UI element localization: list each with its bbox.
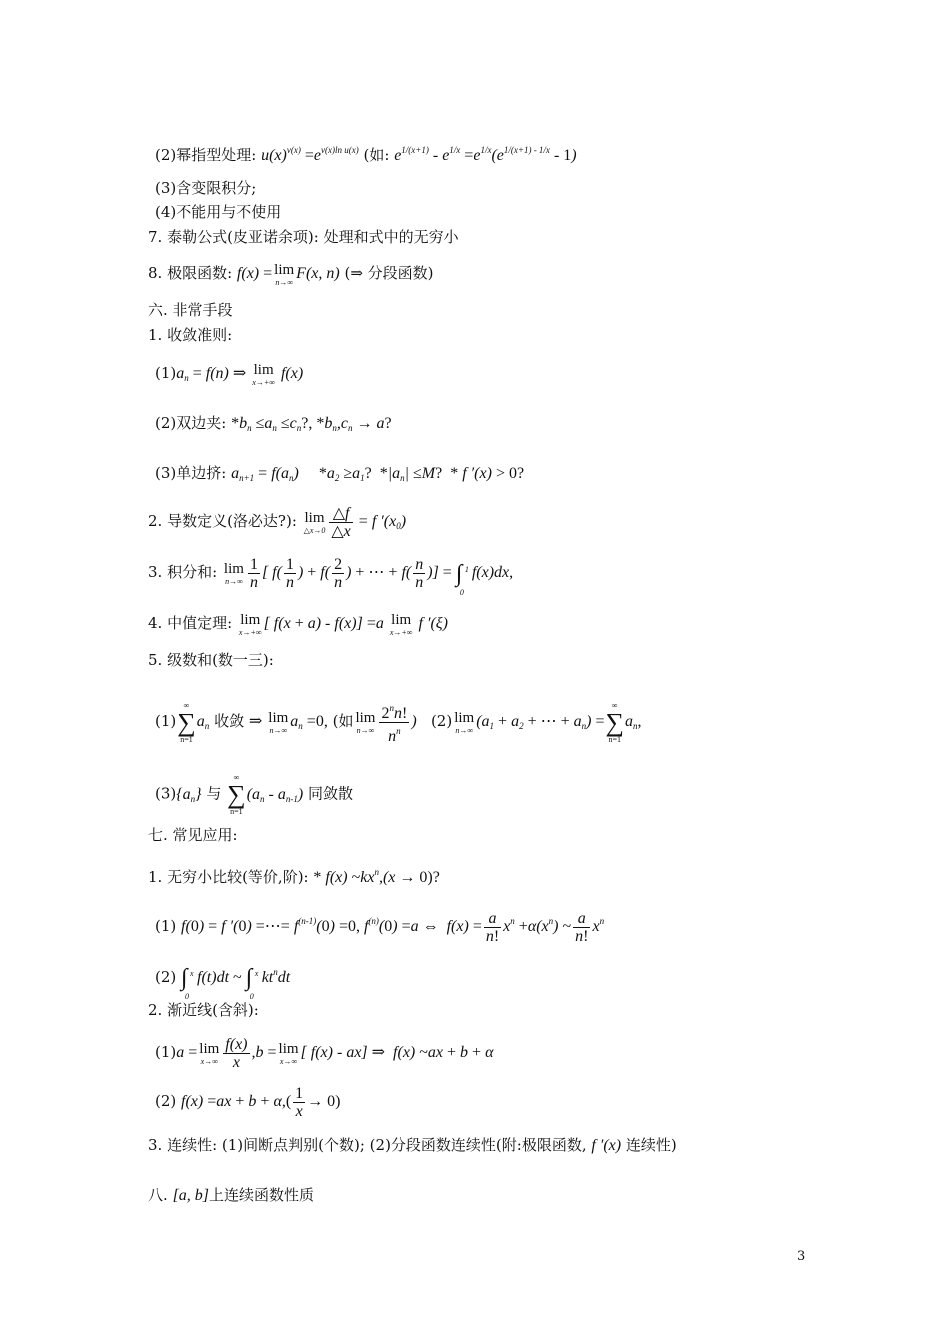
line-s6-2: 2. 导数定义(洛必达?): lim △x→0 $\frac{\triangle f}{\triangle x}$ = f $'(x_0)$ [148, 505, 407, 540]
line-s7-3: 3. 连续性: (1)间断点判别(个数); (2)分段函数连续性(附:极限函数, f ′(x) 连续性) [148, 1136, 677, 1154]
line-s7-2b: (2) f(x) =ax + b + α,( $\frac{1}{x}$ → 0) [155, 1085, 341, 1120]
limit-function-line: 8. 极限函数: f(x) = lim n→∞ F(x, n) (⇒ 分段函数) [148, 262, 434, 287]
line-s6-1a: $(1)a_n = f(n)$ ⇒ lim x→+∞ f(x) [155, 362, 304, 387]
page-number: 3 [797, 1249, 806, 1264]
line-s7-1b: (2) ∫ x 0 f(t)dt ~ ∫ x 0 $kt^ndt$ [155, 965, 291, 1002]
line-s7-2a: (1)a = lim x→∞ $\frac{f(x)}{x}$ ,b = lim x→∞ [ f(x) - ax] ⇒ f(x) ~ax + b + α [155, 1036, 494, 1071]
formula: $u(x)^{v(x)} =e^{v(x)ln u(x)}$ [261, 145, 359, 164]
line-s6-1c: (3)单边挤: $a_{n+1} = f(a_n)$ $*a_2 \ge a_1$? $*|a_n| \le M$? * f ′(x) > 0? [155, 464, 525, 483]
exp-power-line: (2)幂指型处理: $u(x)^{v(x)} =e^{v(x)ln u(x)}$ (如: $e^{1/(x+1)} - e^{1/x} =e^{1/x}(e^{1/(x+1) - 1/x} - 1)$ [155, 145, 577, 164]
line-s6-3: 3. 积分和: lim n→∞ $\frac{1}{n}$ [ f( $\frac{1}{n}$ ) + f( $\frac{2}{n}$ ) + ⋯ + f( $\frac{n}{n}$ )] = ∫ 1 0 f(x)dx, [148, 556, 514, 597]
line-s6-4: 4. 中值定理: lim x→+∞ [ f(x + a) - f(x)] =a lim x→+∞ f ′(ξ) [148, 612, 448, 637]
section-six-heading: 六. 非常手段 [148, 301, 233, 319]
label: (2)幂指型处理: [155, 146, 257, 164]
line-s6-1: 1. 收敛准则: [148, 326, 233, 344]
line-s6-5: 5. 级数和(数一三): [148, 651, 274, 669]
line-s7-1a: (1) f(0) = f ′(0) =⋯= $f^{(n-1)}(0) =0$, $f^{(n)}(0) =a$ ⇔ f(x) = $\frac{a}{n!}$ $x^n +\alpha(x^n)$ ~ $\frac{a}{n!}$ $x^n$ [155, 910, 605, 945]
line-l2: (3)含变限积分; [155, 179, 257, 197]
line-s6-5ab: (1) ∞ ∑ n=1 $a_n$ 收敛 ⇒ lim n→∞ $a_n =0$, (如 lim n→∞ $\frac{2^nn!}{n^n}$ ) (2) lim n→∞ ($a_1 + a_2$ + ⋯ + $a_n$) = ∞ ∑ n=1 $a_n$, [155, 700, 642, 745]
line-s7-2: 2. 渐近线(含斜): [148, 1001, 259, 1019]
line-l4: 7. 泰勒公式(皮亚诺余项): 处理和式中的无穷小 [148, 228, 459, 246]
example-formula: $e^{1/(x+1)} - e^{1/x} =e^{1/x}(e^{1/(x+1) - 1/x} - 1)$ [394, 145, 577, 164]
line-s6-5c: $(3)\{a_n\}$ 与 ∞ ∑ n=1 $(a_n - a_{n-1})$ 同敛散 [155, 773, 353, 816]
line-l3: (4)不能用与不使用 [155, 203, 282, 221]
line-s6-1b: (2)双边夹: $*b_n \le a_n \le c_n$?, $*b_n,c_n \to a$? [155, 414, 392, 433]
section-seven-heading: 七. 常见应用: [148, 826, 238, 844]
line-s7-1: 1. 无穷小比较(等价,阶): * f(x) $\sim kx^n,(x \to 0)$? [148, 867, 440, 886]
section-eight-heading: 八. [a, b]上连续函数性质 [148, 1186, 315, 1204]
